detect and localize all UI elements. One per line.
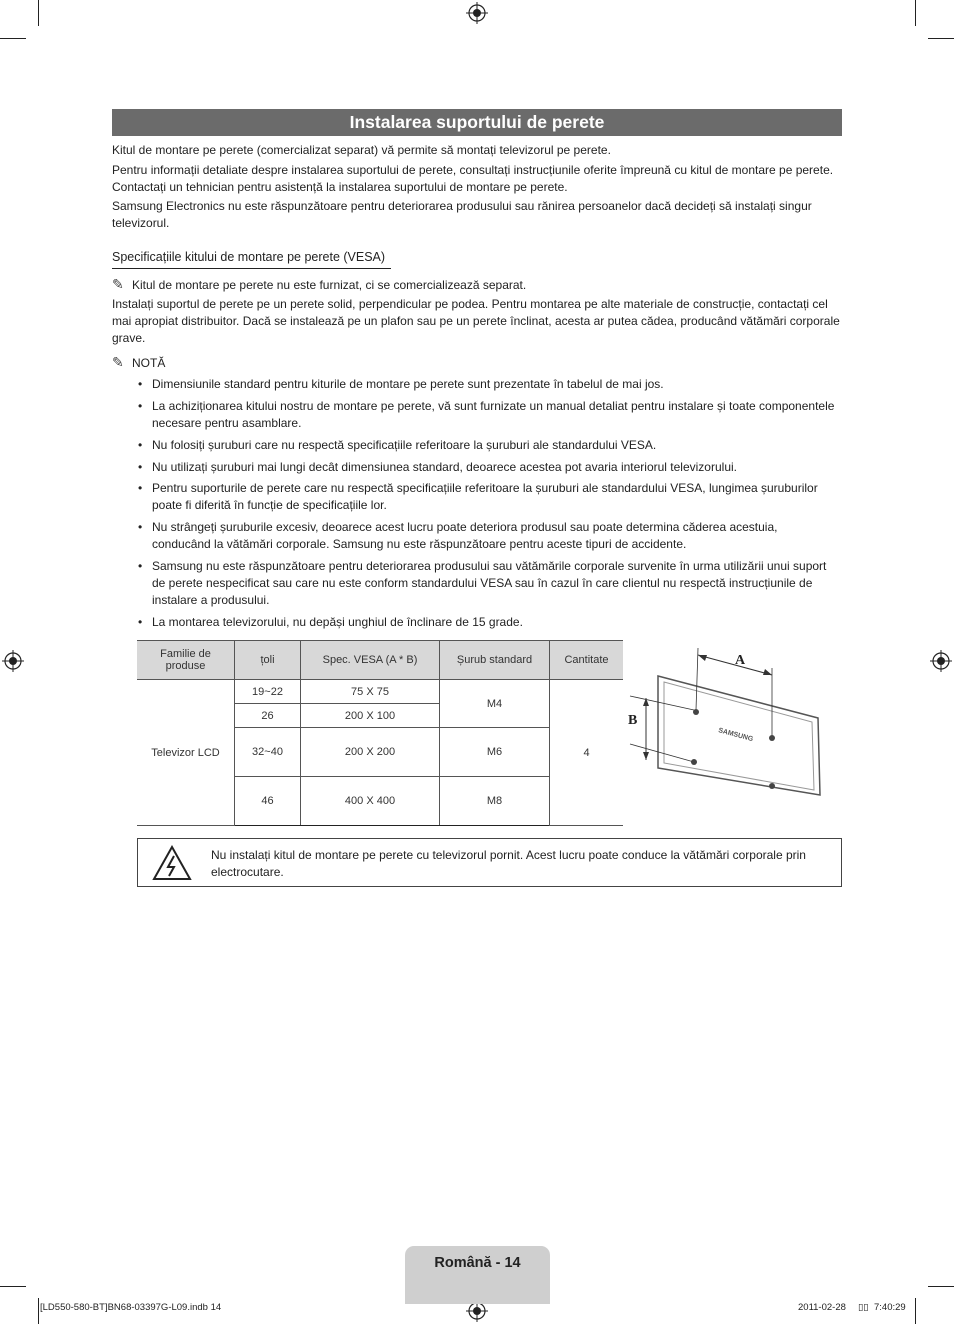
- bullet-icon: •: [138, 559, 143, 573]
- screw-cell: M6: [440, 728, 550, 777]
- screw-hole: [691, 759, 697, 765]
- product-family-cell: Televizor LCD: [137, 680, 235, 826]
- screw-cell: M4: [440, 680, 550, 728]
- table-header: Cantitate: [550, 641, 624, 680]
- crop-mark: [0, 38, 26, 39]
- crop-mark: [915, 1298, 916, 1324]
- note-kit: [112, 276, 526, 294]
- bullet-icon: •: [138, 520, 143, 534]
- inch-cell: 19~22: [235, 680, 301, 704]
- warning-box: [137, 838, 842, 887]
- note-heading: [112, 354, 165, 372]
- arrow-head: [698, 655, 707, 661]
- list-item: • La montarea televizorului, nu depăși unghiul de înclinare de 15 grade.: [138, 615, 523, 629]
- crop-mark: [915, 0, 916, 26]
- imprint-file: [LD550-580-BT]BN68-03397G-L09.indb 14: [40, 1302, 222, 1313]
- intro-paragraph: Kitul de montare pe perete (comercializat separat) vă permite să montați televizorul pe perete.: [112, 143, 611, 157]
- list-item: • Samsung nu este răspunzătoare pentru deteriorarea produsului sau vătămările corporale survenite în urma utilizării unui suport de perete nespecificat sau care nu este conform standardului VESA sau în cazul în care clientul nu respectă instrucțiunile de instalare a produsului.: [138, 559, 827, 607]
- section-title: Instalarea suportului de perete: [112, 109, 842, 136]
- pencil-note-icon: ✎: [112, 354, 124, 370]
- screw-hole: [693, 709, 699, 715]
- table-header: Familie de produse: [137, 641, 235, 680]
- table-header: Spec. VESA (A * B): [301, 641, 440, 680]
- imprint-date: 2011-02-28: [798, 1302, 846, 1313]
- list-item: • Nu utilizați șuruburi mai lungi decât dimensiunea standard, deoarece acestea pot avaria interiorul televizorului.: [138, 460, 737, 474]
- inch-cell: 46: [235, 777, 301, 826]
- list-item: • Nu strângeți șuruburile excesiv, deoarece acest lucru poate deteriora produsul sau poate determina căderea acestuia, conducând la vătămări corporale. Samsung nu este răspunzătoare pentru aceste tipuri de accidente.: [138, 520, 778, 551]
- intro-paragraph: Samsung Electronics nu este răspunzătoare pentru deteriorarea produsului sau rănirea persoanelor dacă decideți să instalați singur televizorul.: [112, 199, 812, 230]
- registration-mark-icon: [930, 650, 952, 672]
- vesa-heading: Specificațiile kitului de montare pe perete (VESA): [112, 249, 391, 269]
- bullet-icon: •: [138, 615, 143, 629]
- bullet-icon: •: [138, 399, 143, 413]
- install-paragraph: Instalați suportul de perete pe un perete solid, perpendicular pe podea. Pentru montarea pe alte materiale de construcție, contactați cel mai apropiat distribuitor. Dacă se instalează pe un plafon sau pe un perete înclinat, acesta ar putea cădea, producând vătămări corporale grave.: [112, 297, 840, 345]
- bullet-icon: •: [138, 460, 143, 474]
- imprint-time: 7:40:29: [874, 1302, 906, 1313]
- quantity-cell: 4: [550, 680, 624, 826]
- note-label: NOTĂ: [132, 356, 166, 370]
- list-item: • Nu folosiți șuruburi care nu respectă specificațiile referitoare la șuruburi ale standardului VESA.: [138, 438, 657, 452]
- screw-hole: [769, 735, 775, 741]
- crop-mark: [928, 38, 954, 39]
- pencil-note-icon: ✎: [112, 276, 124, 292]
- screw-cell: M8: [440, 777, 550, 826]
- arrow-head: [763, 669, 772, 675]
- inch-cell: 26: [235, 704, 301, 728]
- crop-mark: [0, 1286, 26, 1287]
- tv-back-diagram: [622, 640, 842, 810]
- label-b: B: [628, 713, 638, 728]
- table-row: [137, 680, 623, 704]
- registration-mark-icon: [466, 2, 488, 24]
- crop-mark: [38, 0, 39, 26]
- vesa-spec-table: [137, 640, 623, 826]
- registration-mark-icon: [2, 650, 24, 672]
- vesa-cell: 200 X 200: [301, 728, 440, 777]
- list-item: • La achiziționarea kitului nostru de montare pe perete, vă sunt furnizate un manual detaliat pentru instalare și toate componentele necesare pentru asamblare.: [138, 399, 835, 430]
- warning-text: Nu instalați kitul de montare pe perete cu televizorul pornit. Acest lucru poate conduce la vătămări corporale prin electrocutare.: [211, 848, 806, 879]
- bullet-icon: •: [138, 438, 143, 452]
- table-header: țoli: [235, 641, 301, 680]
- inch-cell: 32~40: [235, 728, 301, 777]
- list-item: • Dimensiunile standard pentru kiturile de montare pe perete sunt prezentate în tabelul de mai jos.: [138, 377, 664, 391]
- vesa-cell: 75 X 75: [301, 680, 440, 704]
- intro-paragraph: Pentru informații detaliate despre instalarea suportului de perete, consultați instrucțiunile oferite împreună cu kitul de montare pe perete. Contactați un tehnician pentru asistență la instalarea suportului de montare pe perete.: [112, 163, 834, 194]
- crop-mark: [38, 1298, 39, 1324]
- crop-mark: [928, 1286, 954, 1287]
- imprint-time-glyph: ▯▯: [858, 1302, 869, 1313]
- list-item: • Pentru suporturile de perete care nu respectă specificațiile referitoare la șuruburi ale standardului VESA, lungimea șuruburilor poate fi diferită în funcție de specificațiile lor.: [138, 481, 818, 512]
- page-number-tab: Română - 14: [405, 1246, 550, 1304]
- arrow-head: [643, 752, 649, 760]
- table-header: Șurub standard: [440, 641, 550, 680]
- note-kit-text: Kitul de montare pe perete nu este furnizat, ci se comercializează separat.: [132, 278, 527, 292]
- bullet-icon: •: [138, 377, 143, 391]
- bullet-icon: •: [138, 481, 143, 495]
- label-a: A: [735, 653, 746, 668]
- brand-logo: SAMSUNG: [717, 727, 754, 744]
- screw-hole: [769, 783, 775, 789]
- vesa-cell: 200 X 100: [301, 704, 440, 728]
- electric-shock-warning-icon: [152, 845, 192, 881]
- vesa-cell: 400 X 400: [301, 777, 440, 826]
